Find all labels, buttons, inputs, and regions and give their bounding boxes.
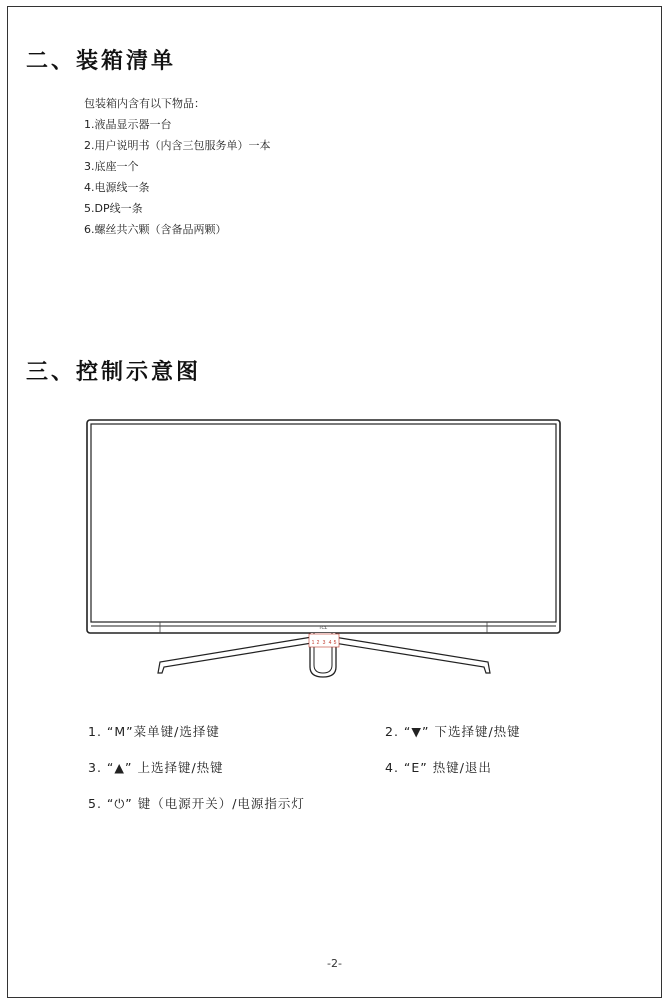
packing-item: 6.螺丝共六颗（含备品两颗）: [84, 223, 227, 236]
monitor-diagram: [80, 415, 570, 685]
legend-exit-key: 4. “E” 热键/退出: [385, 760, 492, 775]
button-number-5: 5: [333, 640, 337, 646]
legend-up-key: 3. “▲” 上选择键/热键: [88, 760, 224, 775]
packing-item: 2.用户说明书（内含三包服务单）一本: [84, 139, 271, 152]
button-number-4: 4: [328, 640, 332, 646]
packing-item: 1.液晶显示器一台: [84, 118, 172, 131]
legend-menu-key: 1. “M”菜单键/选择键: [88, 724, 220, 739]
stand-leg-left: [158, 637, 312, 673]
packing-item: 4.电源线一条: [84, 181, 150, 194]
section-title-packing-list: 二、装箱清单: [26, 49, 177, 74]
packing-item: 5.DP线一条: [84, 202, 143, 215]
packing-intro: 包装箱内含有以下物品：: [84, 97, 205, 110]
button-number-3: 3: [322, 640, 326, 646]
brand-logo: TCL: [318, 625, 328, 630]
stand-leg-right: [334, 637, 490, 673]
legend-power-key: 5. “⏻” 键（电源开关）/电源指示灯: [88, 796, 305, 811]
packing-item: 3.底座一个: [84, 160, 139, 173]
button-number-2: 2: [316, 640, 320, 646]
section-title-control-diagram: 三、控制示意图: [26, 360, 202, 385]
page-number: -2-: [327, 957, 342, 970]
button-number-1: 1: [311, 640, 315, 646]
legend-down-key: 2. “▼” 下选择键/热键: [385, 724, 521, 739]
monitor-screen: [91, 424, 556, 622]
